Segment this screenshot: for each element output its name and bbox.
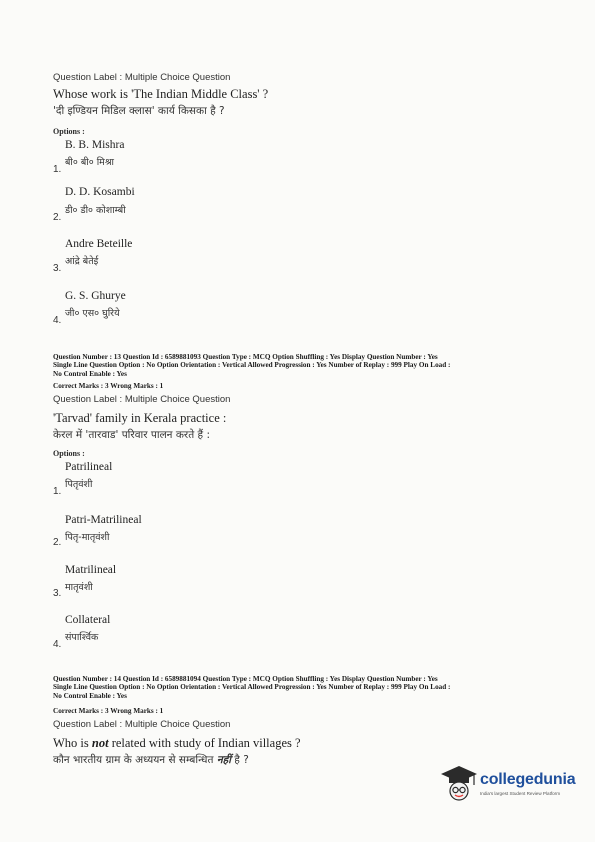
question-text-en: Whose work is 'The Indian Middle Class' ? — [53, 87, 269, 101]
meta-line: Question Number : 13 Question Id : 6589881093 Question Type : MCQ Option Shuffling : Yes Display Question Number : Yes — [53, 353, 438, 361]
option-3-hi: आंद्रे बेतेई — [65, 256, 99, 267]
option-3-number: 3. — [53, 263, 62, 274]
text-segment: Who is — [53, 736, 92, 750]
negation-emphasis: नहीं — [216, 754, 231, 766]
question-text-en — [53, 736, 301, 751]
question-label: Question Label : Multiple Choice Question — [53, 719, 231, 730]
meta-line: Single Line Question Option : No Option Orientation : Vertical Allowed Progression : Yes Number of Replay : 999 Play On Load : — [53, 683, 451, 692]
question-meta — [53, 353, 553, 378]
option-3-hi: मातृवंशी — [65, 582, 93, 593]
option-4-hi: जी० एस० घुरिये — [65, 308, 120, 319]
option-1-number: 1. — [53, 164, 62, 175]
option-3-en: Matrilineal — [65, 564, 117, 576]
meta-line: No Control Enable : Yes — [53, 691, 127, 700]
option-4-number: 4. — [53, 315, 62, 326]
option-4-en: Collateral — [65, 614, 111, 626]
option-2-number: 2. — [53, 212, 62, 223]
question-meta — [53, 675, 553, 700]
text-segment: कौन भारतीय ग्राम के अध्ययन से सम्बन्धित — [53, 754, 217, 766]
option-2-en: Patri-Matrilineal — [65, 514, 142, 526]
collegedunia-logo — [440, 763, 580, 807]
option-2-en: D. D. Kosambi — [65, 186, 135, 198]
logo-tagline: India's largest Student Review Platform — [480, 791, 561, 796]
options-label: Options : — [53, 449, 85, 458]
question-text-en: 'Tarvad' family in Kerala practice : — [53, 411, 227, 425]
option-4-number: 4. — [53, 639, 62, 650]
option-1-en: B. B. Mishra — [65, 139, 125, 151]
question-text-hi: 'दी इण्डियन मिडिल क्लास' कार्य किसका है ? — [53, 105, 225, 117]
negation-emphasis: not — [91, 736, 109, 750]
graduate-cap-icon — [440, 763, 478, 803]
option-1-en: Patrilineal — [65, 461, 113, 473]
option-2-hi: पितृ-मातृवंशी — [65, 532, 110, 543]
option-4-en: G. S. Ghurye — [65, 290, 126, 302]
question-label: Question Label : Multiple Choice Question — [53, 72, 231, 83]
option-2-hi: डी० डी० कोशाम्बी — [65, 205, 126, 216]
marks-info: Correct Marks : 3 Wrong Marks : 1 — [53, 707, 164, 715]
option-3-en: Andre Beteille — [65, 238, 133, 250]
option-2-number: 2. — [53, 537, 62, 548]
marks-info: Correct Marks : 3 Wrong Marks : 1 — [53, 382, 164, 390]
option-3-number: 3. — [53, 588, 62, 599]
question-text-hi — [53, 753, 249, 767]
option-1-number: 1. — [53, 486, 62, 497]
question-text-hi: केरल में 'तारवाड' परिवार पालन करते हैं : — [53, 429, 210, 441]
question-label: Question Label : Multiple Choice Question — [53, 394, 231, 405]
option-4-hi: संपार्श्विक — [65, 632, 99, 643]
text-segment: है ? — [230, 754, 249, 766]
meta-line: Question Number : 14 Question Id : 6589881094 Question Type : MCQ Option Shuffling : Yes Display Question Number : Yes — [53, 675, 438, 683]
logo-name: collegedunia — [480, 771, 576, 788]
options-label: Options : — [53, 127, 85, 136]
meta-line: No Control Enable : Yes — [53, 369, 127, 378]
option-1-hi: बी० बी० मिश्रा — [65, 157, 115, 168]
option-1-hi: पितृवंशी — [65, 479, 93, 490]
text-segment: related with study of Indian villages ? — [108, 736, 301, 750]
meta-line: Single Line Question Option : No Option Orientation : Vertical Allowed Progression : Yes Number of Replay : 999 Play On Load : — [53, 361, 451, 370]
